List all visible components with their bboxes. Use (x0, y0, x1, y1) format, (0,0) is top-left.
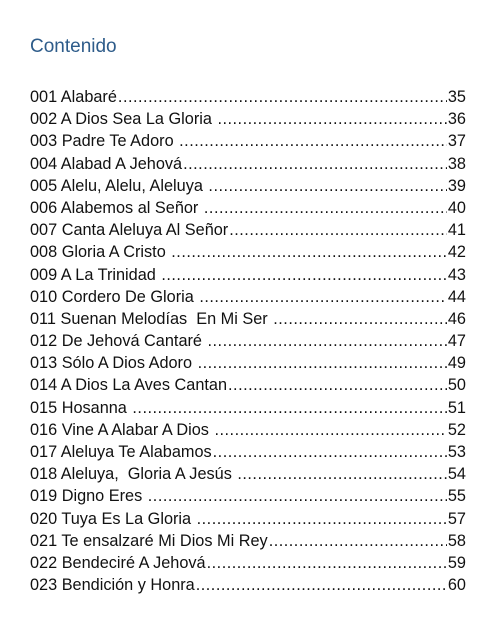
toc-entry-title: 008 Gloria A Cristo (30, 243, 171, 262)
toc-entry-page-number: 37 (447, 132, 466, 151)
toc-entry-title: 011 Suenan Melodías En Mi Ser (30, 309, 273, 328)
toc-entry[interactable] (30, 197, 466, 219)
toc-entry-page-number: 44 (447, 287, 466, 306)
toc-entry-page-number: 55 (447, 487, 466, 506)
toc-entry-page-number: 53 (447, 443, 466, 461)
toc-entry[interactable] (30, 441, 466, 463)
toc-entry-page-number: 38 (447, 154, 466, 173)
toc-entry-title: 009 A La Trinidad (30, 265, 161, 284)
toc-entry[interactable] (30, 530, 466, 552)
toc-entry-title: 010 Cordero De Gloria (30, 287, 199, 306)
toc-entry[interactable] (30, 108, 466, 130)
toc-dot-leader (208, 175, 446, 197)
toc-dot-leader (208, 330, 447, 352)
toc-entry-page-number: 60 (447, 576, 466, 595)
toc-dot-leader (204, 197, 447, 219)
toc-dot-leader (228, 374, 447, 396)
toc-entry[interactable] (30, 330, 466, 352)
toc-entry-page-number: 50 (447, 376, 466, 395)
toc-entry-page-number: 40 (447, 198, 466, 217)
toc-entry[interactable] (30, 485, 466, 507)
toc-entry[interactable] (30, 352, 466, 374)
toc-entry-title: 006 Alabemos al Señor (30, 198, 203, 217)
toc-entry[interactable] (30, 552, 466, 574)
toc-entry-page-number: 39 (447, 176, 466, 195)
toc-dot-leader (198, 352, 447, 374)
toc-entry[interactable] (30, 219, 466, 241)
toc-entry-page-number: 57 (447, 509, 466, 528)
toc-dot-leader (217, 108, 446, 130)
toc-dot-leader (171, 241, 447, 263)
toc-entry-page-number: 54 (447, 465, 466, 484)
toc-entry[interactable] (30, 175, 466, 197)
toc-entry[interactable] (30, 574, 466, 596)
toc-dot-leader (269, 530, 447, 552)
toc-entry-page-number: 46 (447, 309, 466, 328)
toc-entry-title: 004 Alabad A Jehová (30, 154, 183, 173)
toc-entry[interactable] (30, 286, 466, 308)
toc-dot-leader (118, 86, 447, 108)
toc-dot-leader (179, 130, 447, 152)
toc-entry-page-number: 59 (447, 553, 466, 572)
toc-entry-title: 023 Bendición y Honra (30, 576, 195, 595)
toc-dot-leader (161, 264, 447, 286)
toc-entry-page-number: 49 (447, 354, 466, 373)
toc-entry-title: 014 A Dios La Aves Cantan (30, 376, 228, 395)
toc-entry[interactable] (30, 308, 466, 330)
toc-entry[interactable] (30, 241, 466, 263)
toc-entry[interactable] (30, 86, 466, 108)
toc-dot-leader (148, 485, 447, 507)
toc-dot-leader (207, 552, 447, 574)
toc-entry[interactable] (30, 264, 466, 286)
toc-entry-title: 001 Alabaré (30, 88, 117, 106)
toc-dot-leader (132, 397, 446, 419)
toc-entry-title: 013 Sólo A Dios Adoro (30, 354, 197, 373)
toc-entry-title: 007 Canta Aleluya Al Señor (30, 221, 229, 240)
toc-dot-leader (196, 574, 447, 596)
toc-entry[interactable] (30, 397, 466, 419)
toc-entry-title: 017 Aleluya Te Alabamos (30, 443, 212, 461)
toc-entry-title: 005 Alelu, Alelu, Aleluya (30, 176, 208, 195)
toc-entry-page-number: 36 (447, 110, 466, 129)
toc-entry[interactable] (30, 153, 466, 175)
toc-entry[interactable] (30, 130, 466, 152)
toc-entry-title: 016 Vine A Alabar A Dios (30, 420, 214, 439)
toc-dot-leader (214, 419, 446, 441)
table-of-contents (30, 86, 466, 596)
toc-entry-title: 020 Tuya Es La Gloria (30, 509, 196, 528)
toc-dot-leader (197, 508, 447, 530)
toc-entry-title: 012 De Jehová Cantaré (30, 332, 207, 351)
toc-entry-title: 018 Aleluya, Gloria A Jesús (30, 465, 237, 484)
toc-dot-leader (273, 308, 447, 330)
toc-entry-title: 021 Te ensalzaré Mi Dios Mi Rey (30, 531, 268, 550)
toc-entry-page-number: 58 (447, 531, 466, 550)
toc-entry-title: 003 Padre Te Adoro (30, 132, 179, 151)
toc-dot-leader (183, 153, 447, 175)
toc-heading: Contenido (30, 36, 117, 57)
toc-dot-leader (229, 219, 447, 241)
toc-dot-leader (237, 463, 447, 485)
toc-entry-page-number: 42 (447, 243, 466, 262)
toc-entry-page-number: 51 (447, 398, 466, 417)
toc-entry-page-number: 35 (447, 88, 466, 106)
toc-entry[interactable] (30, 374, 466, 396)
toc-entry-title: 015 Hosanna (30, 398, 132, 417)
toc-entry-page-number: 43 (447, 265, 466, 284)
toc-entry[interactable] (30, 463, 466, 485)
toc-entry[interactable] (30, 419, 466, 441)
toc-dot-leader (213, 441, 447, 463)
toc-dot-leader (199, 286, 447, 308)
toc-entry-page-number: 52 (447, 420, 466, 439)
toc-entry-title: 022 Bendeciré A Jehová (30, 553, 206, 572)
toc-entry-title: 019 Digno Eres (30, 487, 147, 506)
toc-entry-page-number: 41 (447, 221, 466, 240)
toc-entry-title: 002 A Dios Sea La Gloria (30, 110, 217, 129)
toc-entry-page-number: 47 (447, 332, 466, 351)
toc-entry[interactable] (30, 508, 466, 530)
